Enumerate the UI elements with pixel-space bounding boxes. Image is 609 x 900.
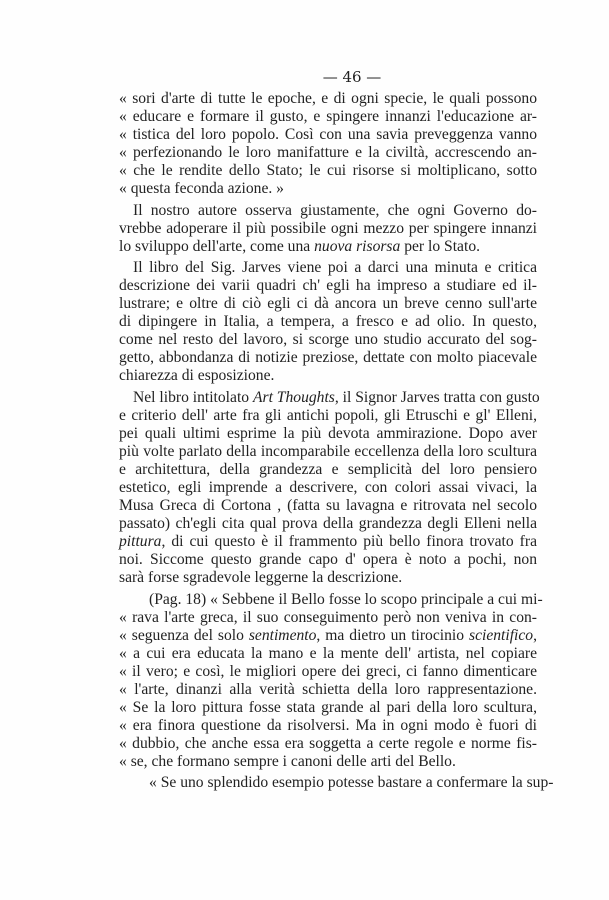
body-text (119, 90, 554, 793)
italic-word: pittura (119, 533, 162, 551)
text-line: « rava l'arte greca, il suo conseguimento però non veniva in con- (119, 608, 537, 626)
text-fragment: , il Signor Jarves tratta con gusto (334, 388, 540, 406)
text-fragment: , ma dietro un tirocinio (316, 626, 465, 644)
text-fragment: per lo Stato. (404, 237, 481, 255)
text-line: passato) ch'egli cita qual prova della grandezza degli Elleni nella (119, 515, 537, 533)
text-line: « Se la loro pittura fosse stata grande al pari della loro scultura, (119, 699, 537, 717)
text-line: « tistica del loro popolo. Così con una savia preveggenza vanno (119, 126, 537, 144)
text-line (119, 627, 537, 645)
text-line: « a cui era educata la mano e la mente dell' artista, nel copiare (119, 644, 537, 662)
text-line: di dipingere in Italia, a tempera, a fresco e ad olio. In questo, (119, 313, 537, 331)
text-fragment: , (533, 626, 537, 644)
text-line: getto, abbondanza di notizie preziose, dettate con molto piacevale (119, 349, 537, 367)
text-line: « questa feconda azione. » (119, 180, 284, 198)
text-line: « se, che formano sempre i canoni delle arti del Bello. (119, 753, 456, 771)
text-fragment: « seguenza del solo (119, 626, 244, 644)
text-line: « perfezionando le loro manifatture e la civiltà, accrescendo an- (119, 144, 537, 162)
text-line: « il vero; e così, le migliori opere dei greci, ci fanno dimenticare (119, 662, 537, 680)
text-line (119, 238, 537, 256)
text-line: « educare e formare il gusto, e spingere innanzi l'educazione ar- (119, 108, 537, 126)
paragraph-start-line: Il nostro autore osserva giustamente, che ogni Governo do- (133, 201, 537, 219)
italic-word: sentimento (248, 626, 317, 644)
text-line: chiarezza di esposizione. (119, 367, 275, 385)
text-line (119, 533, 537, 551)
text-fragment: , di cui questo è il frammento più bello finora trovato fra (161, 533, 537, 551)
text-fragment: Nel libro intitolato (133, 388, 250, 406)
text-fragment: lo sviluppo dell'arte, come una (119, 237, 311, 255)
text-line: e criterio dell' arte fra gli antichi popoli, gli Etruschi e gl' Elleni, (119, 406, 537, 424)
text-line: e architettura, della grandezza e semplicità del loro pensiero (119, 460, 537, 478)
text-line: vrebbe adoperare il più possibile ogni mezzo per spingere innanzi (119, 219, 537, 237)
paragraph-start-line: (Pag. 18) « Sebbene il Bello fosse lo scopo principale a cui mi- (149, 590, 543, 608)
italic-title: Art Thoughts (252, 388, 335, 406)
text-line: lustrare; e oltre di ciò egli ci dà ancora un breve cenno sull'arte (119, 295, 537, 313)
text-line: « che le rendite dello Stato; le cui risorse si moltiplicano, sotto (119, 162, 537, 180)
italic-word: scientifico (469, 626, 534, 644)
italic-phrase: nuova risorsa (314, 237, 401, 255)
text-line: Musa Greca di Cortona , (fatta su lavagna e ritrovata nel secolo (119, 497, 537, 515)
text-line: come nel resto del lavoro, si scorge uno studio accurato del sog- (119, 331, 537, 349)
paragraph-start-line (119, 388, 540, 407)
text-line: pei quali ultimi esprime la più devota ammirazione. Dopo aver (119, 424, 537, 442)
page-number: — 46 — (322, 68, 382, 86)
paragraph-start-line: « Se uno splendido esempio potesse bastare a confermare la sup- (149, 774, 554, 792)
text-line: noi. Siccome questo grande capo d' opera è noto a pochi, non (119, 551, 537, 569)
text-line: « sori d'arte di tutte le epoche, e di ogni specie, le quali possono (119, 90, 537, 107)
paragraph-start-line: Il libro del Sig. Jarves viene poi a darci una minuta e critica (133, 258, 537, 276)
text-line: descrizione dei varii quadri ch' egli ha impreso a studiare ed il- (119, 276, 537, 294)
text-line: estetico, egli imprende a descrivere, con colori assai vivaci, la (119, 478, 537, 496)
text-line: « era finora questione da risolversi. Ma in ogni modo è fuori di (119, 717, 537, 735)
text-line: « l'arte, dinanzi alla verità schietta della loro rappresentazione. (119, 681, 537, 698)
text-line: più volte parlato della incomparabile eccellenza della loro scultura (119, 442, 537, 460)
text-line: « dubbio, che anche essa era soggetta a certe regole e norme fis- (119, 735, 537, 753)
text-line: sarà forse sgradevole leggerne la descrizione. (119, 569, 403, 587)
